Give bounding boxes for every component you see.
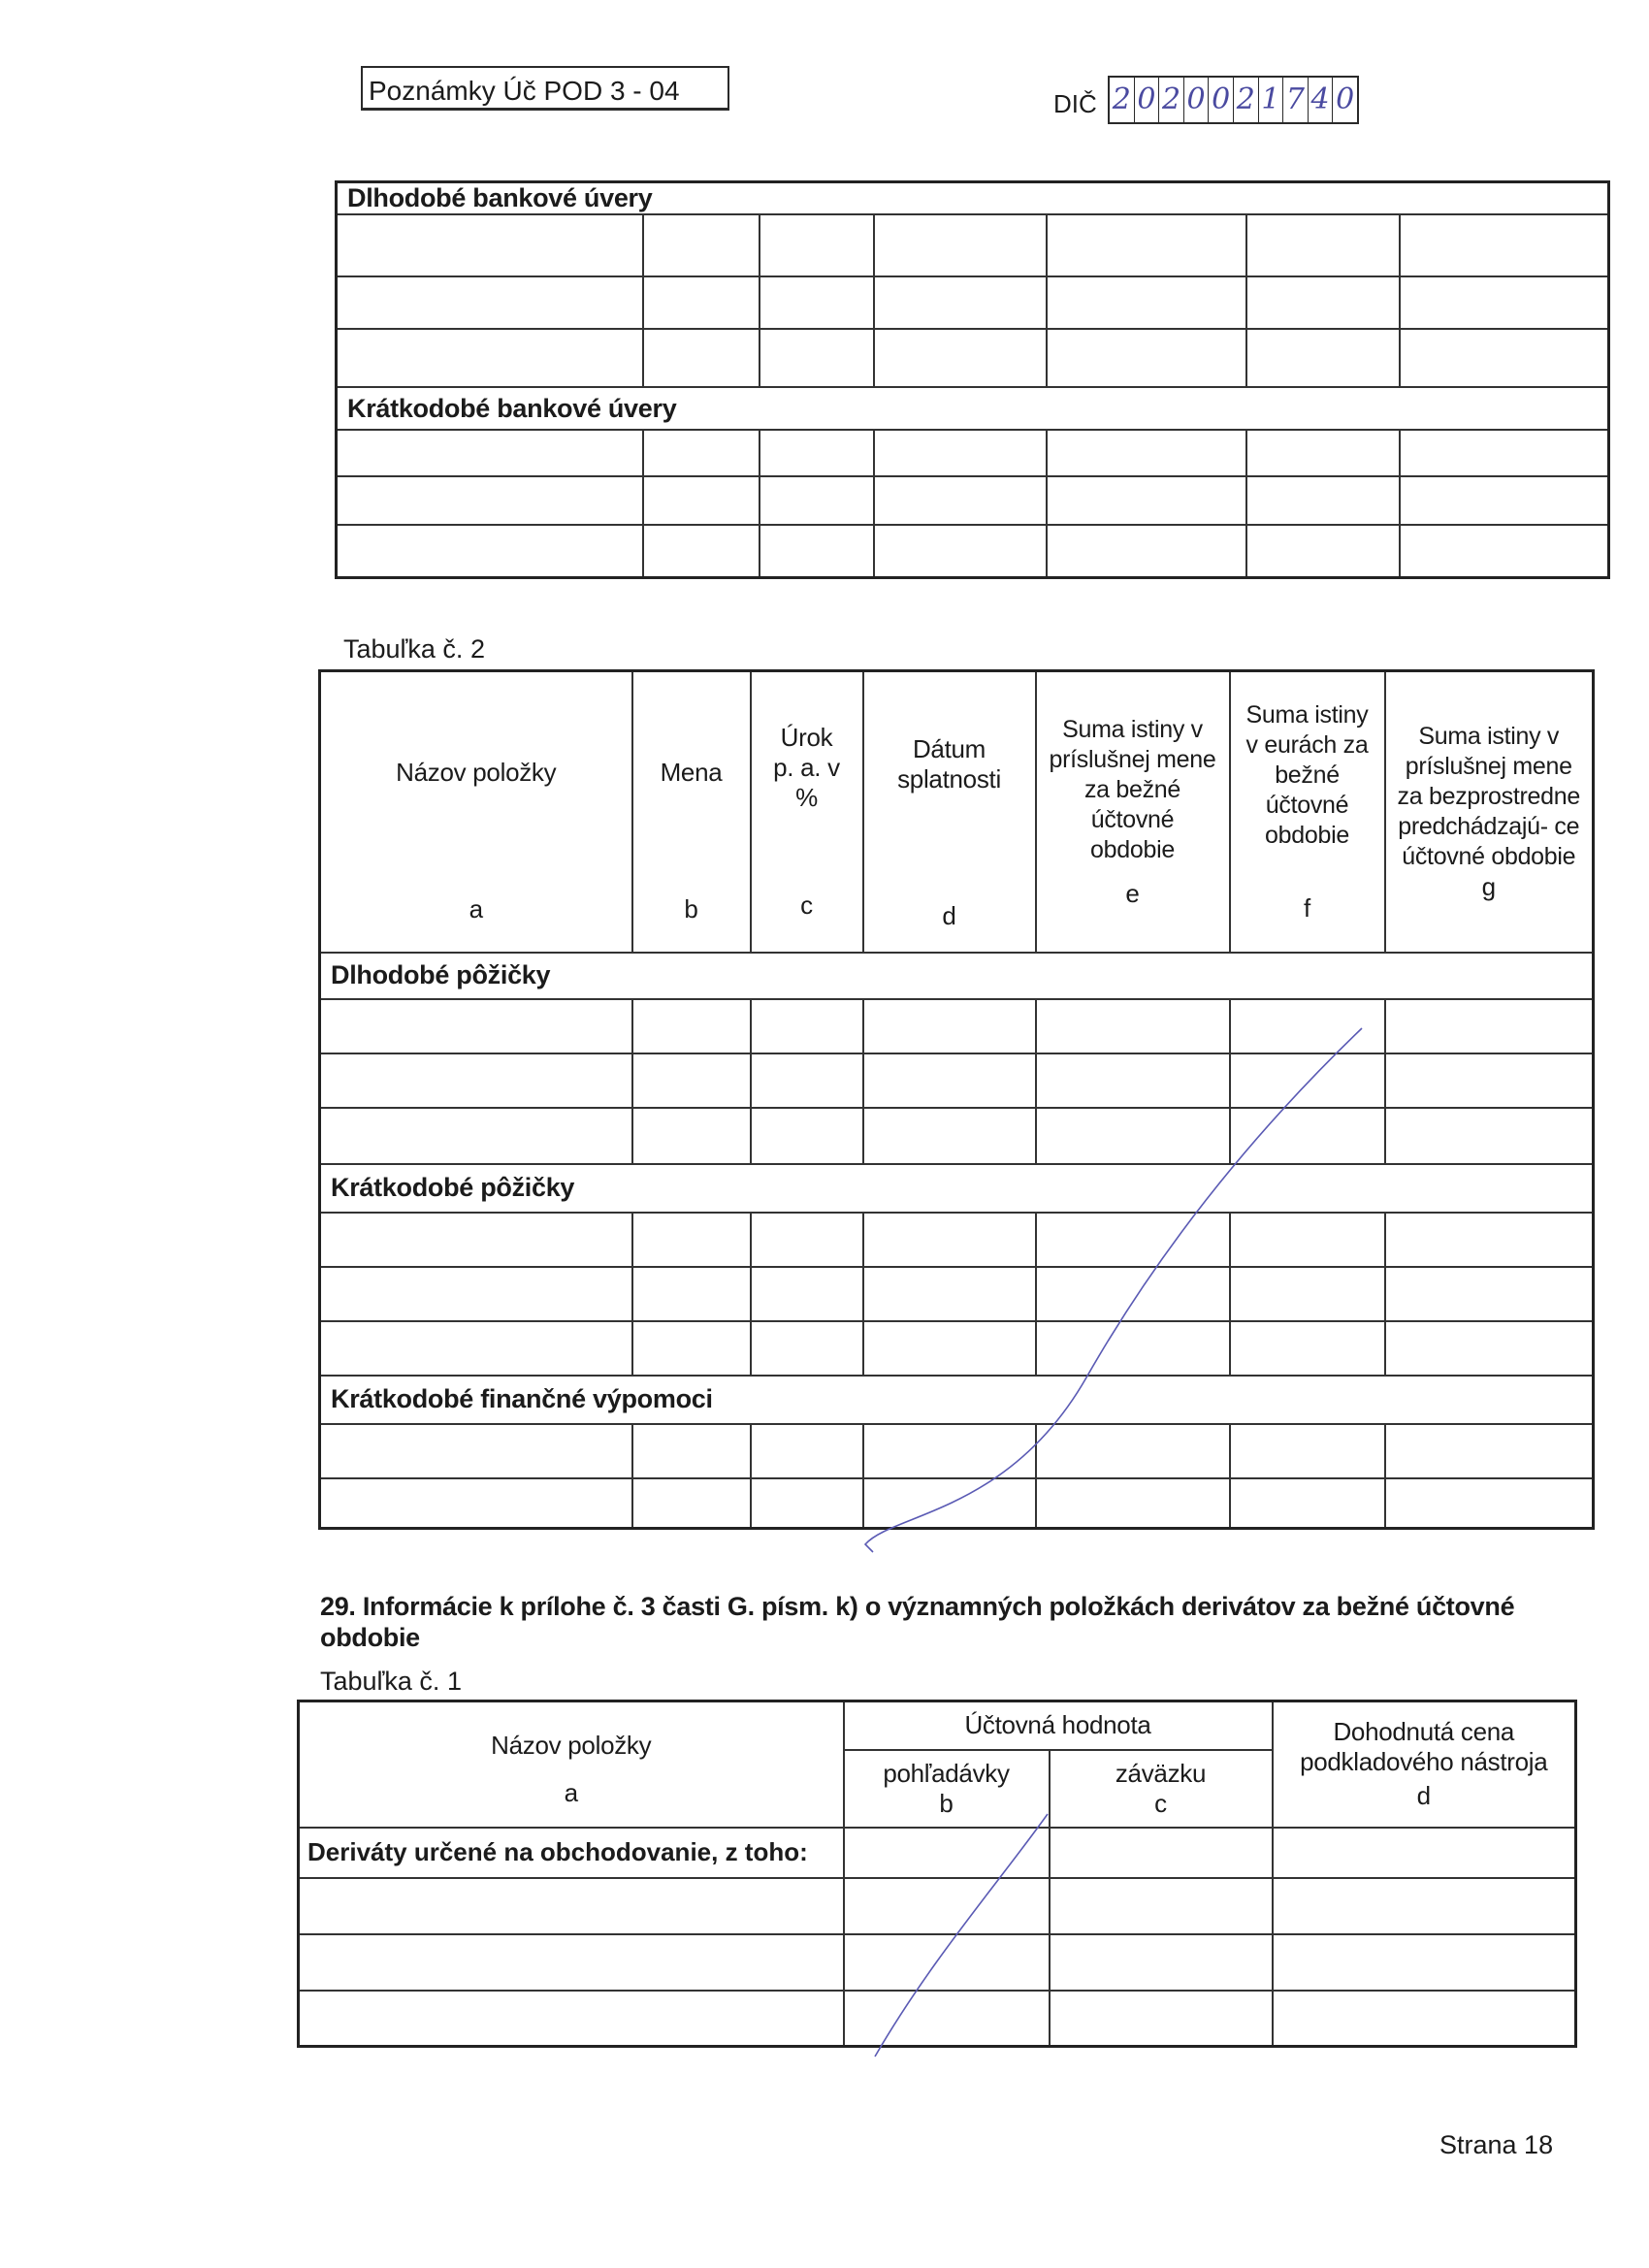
- table2-caption: Tabuľka č. 2: [343, 634, 485, 664]
- short-term-bank-loans-title: Krátkodobé bankové úvery: [337, 387, 1609, 430]
- table-row: [337, 329, 1609, 387]
- table-row: [299, 1991, 1576, 2047]
- form-code: Poznámky Úč POD 3 - 04: [369, 76, 680, 106]
- table-row: [337, 525, 1609, 577]
- long-term-bank-loans-title: Dlhodobé bankové úvery: [337, 182, 1609, 215]
- table-row: [320, 1053, 1594, 1108]
- section29-caption: Tabuľka č. 1: [320, 1667, 462, 1696]
- column-header-principal-currency: Suma istiny v príslušnej mene za bežné účtovné obdobie e: [1036, 671, 1230, 953]
- dic-label: DIČ: [1053, 89, 1097, 118]
- table-row: [320, 999, 1594, 1053]
- column-header-item-name: Názov položky a: [299, 1701, 844, 1828]
- section-29-heading: 29. Informácie k prílohe č. 3 časti G. písm. k) o významných položkách derivátov za bežné účtovné obdobie: [320, 1592, 1515, 1652]
- dic-digit: 0: [1183, 78, 1209, 122]
- dic-digit: 7: [1282, 78, 1308, 122]
- table-row: [337, 476, 1609, 525]
- form-code-box: [361, 66, 729, 111]
- dic-digit-boxes: [1108, 76, 1359, 124]
- dic-digit: 0: [1332, 78, 1357, 122]
- derivatives-table: [297, 1700, 1577, 2048]
- table-row: [320, 1267, 1594, 1321]
- column-header-interest: Úrok p. a. v % c: [751, 671, 863, 953]
- short-term-financial-aid-title: Krátkodobé finančné výpomoci: [320, 1376, 1594, 1424]
- table-row: [320, 1424, 1594, 1478]
- column-header-agreed-price: Dohodnutá cena podkladového nástroja d: [1273, 1701, 1576, 1828]
- dic-digit: 1: [1258, 78, 1283, 122]
- bank-loans-table: [335, 180, 1610, 579]
- table-row: [320, 1478, 1594, 1529]
- table-row: [337, 214, 1609, 276]
- derivatives-trading-row-label: Deriváty určené na obchodovanie, z toho:: [299, 1828, 844, 1878]
- table-row: [320, 1108, 1594, 1164]
- column-header-liabilities: záväzku c: [1050, 1750, 1273, 1828]
- page-number: Strana 18: [1439, 2130, 1554, 2159]
- dic-digit: 2: [1112, 82, 1131, 116]
- table-row: [299, 1934, 1576, 1991]
- table-row: [337, 430, 1609, 476]
- loans-table: [318, 669, 1595, 1530]
- dic-digit: 4: [1308, 78, 1333, 122]
- table-row: [299, 1828, 1576, 1878]
- table-row: [299, 1878, 1576, 1934]
- column-header-principal-previous: Suma istiny v príslušnej mene za bezprostredne predchádzajú- ce účtovné obdobie g: [1385, 671, 1594, 953]
- column-header-principal-eur: Suma istiny v eurách za bežné účtovné obdobie f: [1230, 671, 1385, 953]
- column-header-name: Názov položky a: [320, 671, 632, 953]
- table-row: [320, 1321, 1594, 1376]
- dic-digit: 0: [1208, 78, 1233, 122]
- column-group-book-value: Účtovná hodnota: [844, 1701, 1273, 1750]
- column-header-maturity: Dátum splatnosti d: [863, 671, 1036, 953]
- long-term-loans-title: Dlhodobé pôžičky: [320, 953, 1594, 999]
- column-header-receivables: pohľadávky b: [844, 1750, 1050, 1828]
- short-term-loans-title: Krátkodobé pôžičky: [320, 1164, 1594, 1213]
- dic-digit: 2: [1233, 78, 1258, 122]
- table-row: [337, 276, 1609, 329]
- dic-digit: 0: [1134, 78, 1159, 122]
- column-header-currency: Mena b: [632, 671, 751, 953]
- table-row: [320, 1213, 1594, 1267]
- dic-digit: 2: [1158, 78, 1183, 122]
